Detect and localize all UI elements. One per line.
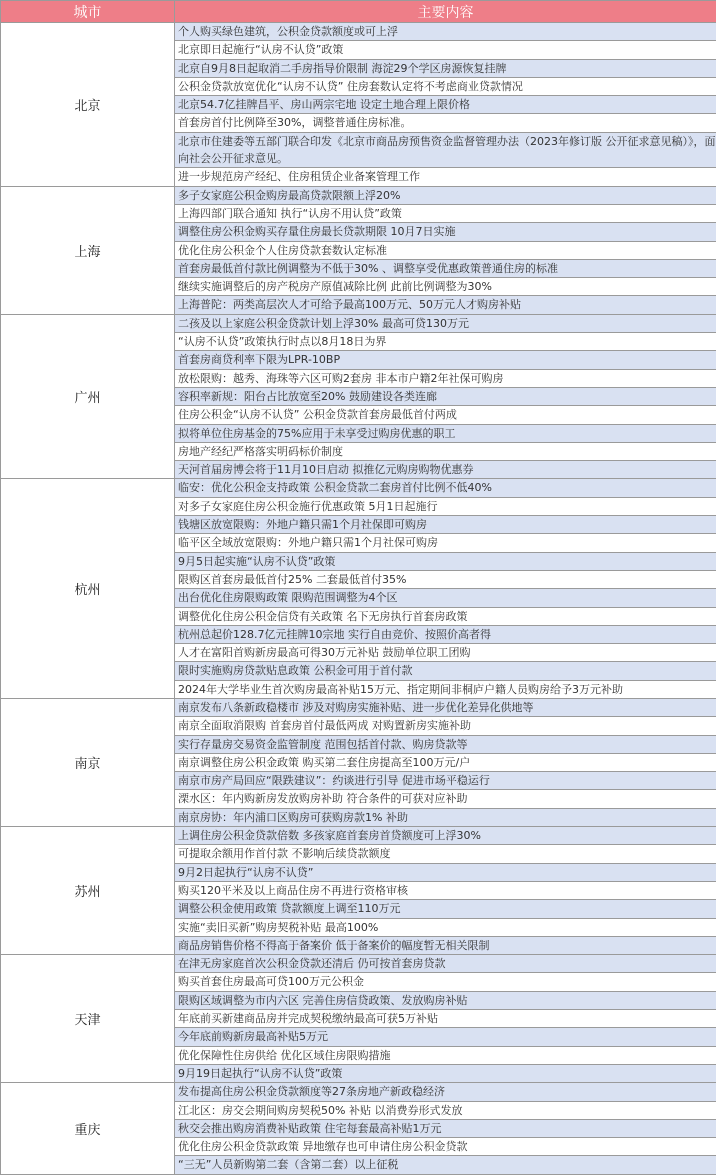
policy-item: 优化住房公积金个人住房贷款套数认定标准 [175,241,716,259]
policy-item: 南京市房产局回应“限跌建议”：约谈进行引导 促进市场平稳运行 [175,772,716,790]
policy-item: 临安：优化公积金支持政策 公积金贷款二套房首付比例不低40% [175,479,716,497]
header-city: 城市 [1,1,175,23]
policy-item: 发布提高住房公积金贷款额度等27条房地产新政稳经济 [175,1083,716,1101]
header-row [1,1,716,23]
table-row [1,314,716,332]
policy-item: 调整优化住房公积金信贷有关政策 名下无房执行首套房政策 [175,607,716,625]
policy-item: 上海普陀：两类高层次人才可给予最高100万元、50万元人才购房补贴 [175,296,716,314]
city-cell: 上海 [1,186,175,314]
policy-item: 9月5日起实施“认房不认贷”政策 [175,552,716,570]
table-row [1,479,716,497]
city-cell: 广州 [1,314,175,479]
policy-item: 对多子女家庭住房公积金施行优惠政策 5月1日起施行 [175,497,716,515]
header-content: 主要内容 [175,1,716,23]
policy-item: 2024年大学毕业生首次购房最高补贴15万元、指定期间非桐庐户籍人员购房给予3万元补助 [175,680,716,698]
policy-item: 限购区首套房最低首付25% 二套最低首付35% [175,570,716,588]
policy-item: 公积金贷款放宽优化“认房不认贷” 住房套数认定将不考虑商业贷款情况 [175,77,716,95]
policy-item: 优化住房公积金贷款政策 异地缴存也可申请住房公积金贷款 [175,1138,716,1156]
city-cell: 天津 [1,955,175,1083]
policy-item: 住房公积金“认房不认贷” 公积金贷款首套房最低首付两成 [175,406,716,424]
policy-item: 南京房协：年内浦口区购房可获购房款1% 补助 [175,808,716,826]
city-cell: 南京 [1,698,175,826]
policy-item: 秋交会推出购房消费补贴政策 住宅每套最高补贴1万元 [175,1119,716,1137]
policy-item: 实行存量房交易资金监管制度 范围包括首付款、购房贷款等 [175,735,716,753]
policy-item: 北京自9月8日起取消二手房指导价限制 海淀29个学区房源恢复挂牌 [175,59,716,77]
policy-item: 杭州总起价128.7亿元挂牌10宗地 实行自由竞价、按照价高者得 [175,625,716,643]
policy-item: 拟将单位住房基金的75%应用于未享受过购房优惠的职工 [175,424,716,442]
policy-item: 江北区：房交会期间购房契税50% 补贴 以消费券形式发放 [175,1101,716,1119]
policy-item: 首套房首付比例降至30%，调整普通住房标准。 [175,114,716,132]
policy-item: 首套房商贷利率下限为LPR-10BP [175,351,716,369]
table-row [1,827,716,845]
policy-item: 9月19日起执行“认房不认贷”政策 [175,1064,716,1082]
policy-item: 放松限购：越秀、海珠等六区可购2套房 非本市户籍2年社保可购房 [175,369,716,387]
policy-item: “认房不认贷”政策执行时点以8月18日为界 [175,333,716,351]
policy-item: 容积率新规：阳台占比放宽至20% 鼓励建设各类连廊 [175,387,716,405]
policy-item: 今年底前购新房最高补贴5万元 [175,1028,716,1046]
policy-item: 个人购买绿色建筑，公积金贷款额度或可上浮 [175,23,716,41]
policy-item: 上海四部门联合通知 执行“认房不用认贷”政策 [175,204,716,222]
policy-item: 溧水区：年内购新房发放购房补助 符合条件的可获对应补助 [175,790,716,808]
policy-item: 北京54.7亿挂牌昌平、房山两宗宅地 设定土地合理上限价格 [175,96,716,114]
policy-item: 钱塘区放宽限购：外地户籍只需1个月社保即可购房 [175,516,716,534]
policy-item: 调整住房公积金购买存量住房最长贷款期限 10月7日实施 [175,223,716,241]
policy-item: 首套房最低首付款比例调整为不低于30% 、调整享受优惠政策普通住房的标准 [175,259,716,277]
policy-item: 在津无房家庭首次公积金贷款还清后 仍可按首套房贷款 [175,955,716,973]
policy-item: 二孩及以上家庭公积金贷款计划上浮30% 最高可贷130万元 [175,314,716,332]
policy-item: 9月2日起执行“认房不认贷” [175,863,716,881]
policy-item: 商品房销售价格不得高于备案价 低于备案价的幅度暂无相关限制 [175,936,716,954]
policy-item: 上调住房公积金贷款倍数 多孩家庭首套房首贷额度可上浮30% [175,827,716,845]
policy-item: 继续实施调整后的房产税房产原值减除比例 此前比例调整为30% [175,278,716,296]
policy-item: 南京调整住房公积金政策 购买第二套住房提高至100万元/户 [175,753,716,771]
policy-item: 调整公积金使用政策 贷款额度上调至110万元 [175,900,716,918]
city-cell: 苏州 [1,827,175,955]
policy-item: 年底前买新建商品房并完成契税缴纳最高可获5万补贴 [175,1010,716,1028]
policy-item: 临平区全域放宽限购：外地户籍只需1个月社保可购房 [175,534,716,552]
city-cell: 北京 [1,23,175,187]
table-body [1,23,716,1175]
policy-item: 限时实施购房贷款贴息政策 公积金可用于首付款 [175,662,716,680]
table-row [1,1083,716,1101]
policy-item: 房地产经纪严格落实明码标价制度 [175,442,716,460]
policy-item: 北京即日起施行“认房不认贷”政策 [175,41,716,59]
policy-item: 北京市住建委等五部门联合印发《北京市商品房预售资金监督管理办法（2023年修订版 公开征求意见稿）》，面向社会公开征求意见。 [175,132,716,168]
policy-item: 天河首届房博会将于11月10日启动 拟推亿元购房购物优惠券 [175,461,716,479]
policy-item: 进一步规范房产经纪、住房租赁企业备案管理工作 [175,168,716,186]
policy-item: 人才在富阳首购新房最高可得30万元补贴 鼓励单位职工团购 [175,644,716,662]
table-row [1,186,716,204]
policy-item: 购买首套住房最高可贷100万元公积金 [175,973,716,991]
table-row [1,955,716,973]
table-row [1,23,716,41]
policy-item: 出台优化住房限购政策 限购范围调整为4个区 [175,589,716,607]
policy-item: 购买120平米及以上商品住房不再进行资格审核 [175,881,716,899]
policy-item: 南京全面取消限购 首套房首付最低两成 对购置新房实施补助 [175,717,716,735]
table-row [1,698,716,716]
city-cell: 杭州 [1,479,175,699]
policy-item: 可提取余额用作首付款 不影响后续贷款额度 [175,845,716,863]
policy-item: 优化保障性住房供给 优化区域住房限购措施 [175,1046,716,1064]
policy-item: 多子女家庭公积金购房最高贷款限额上浮20% [175,186,716,204]
policy-item: 南京发布八条新政稳楼市 涉及对购房实施补贴、进一步优化差异化供地等 [175,698,716,716]
policy-item: 限购区域调整为市内六区 完善住房信贷政策、发放购房补贴 [175,991,716,1009]
policy-item: 实施“卖旧买新”购房契税补贴 最高100% [175,918,716,936]
policy-item: “三无”人员新购第二套（含第二套）以上征税 [175,1156,716,1174]
city-cell: 重庆 [1,1083,175,1174]
